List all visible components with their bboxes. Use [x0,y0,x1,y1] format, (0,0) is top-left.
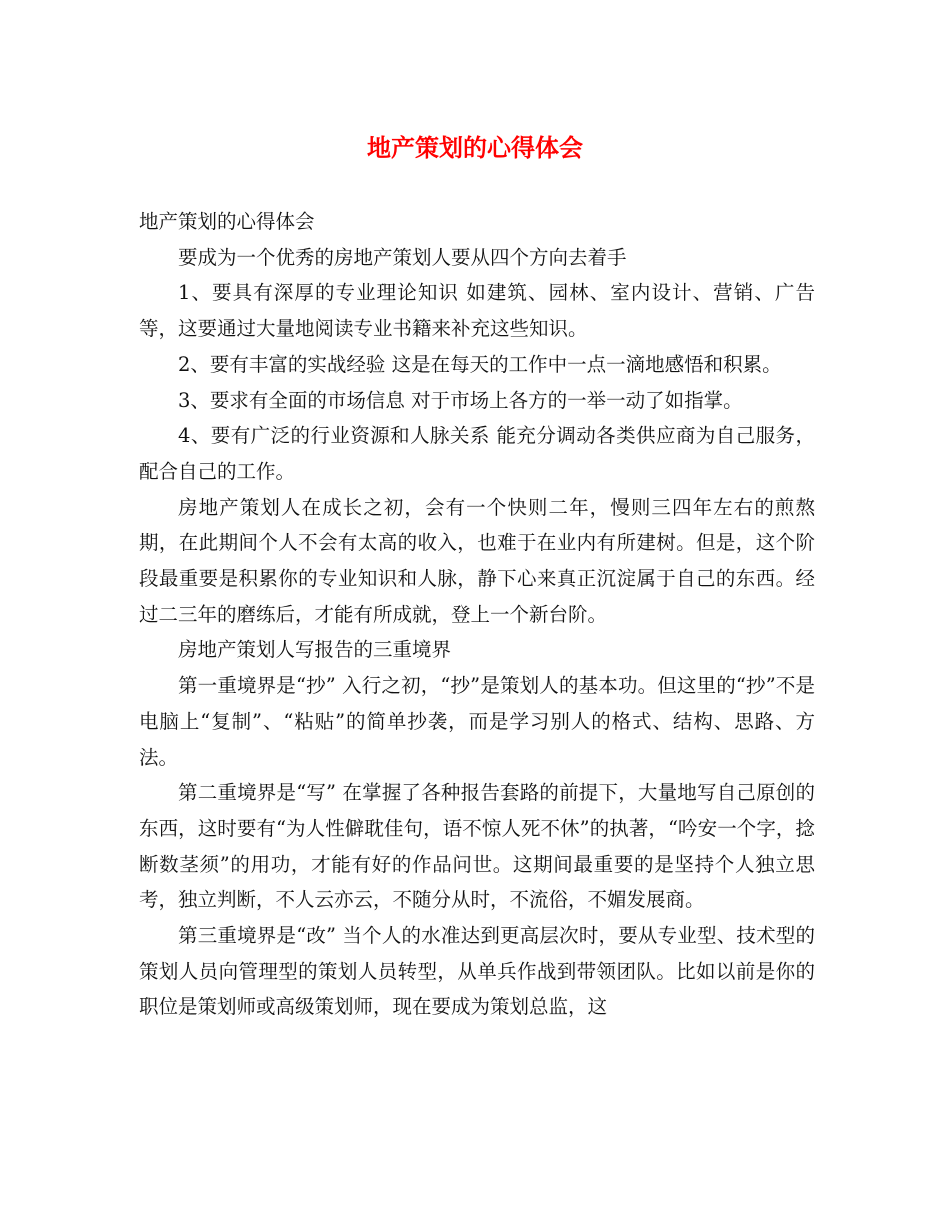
paragraph-point-3: 3、要求有全面的市场信息 对于市场上各方的一举一动了如指掌。 [178,388,743,412]
paragraph-subtitle: 地产策划的心得体会 [139,210,315,233]
paragraph-point-4: 4、要有广泛的行业资源和人脉关系 能充分调动各类供应商为自己服务，配合自己的工作。 [139,424,815,483]
paragraph-intro: 要成为一个优秀的房地产策划人要从四个方向去着手 [178,245,627,269]
paragraph-point-1: 1、要具有深厚的专业理论知识 如建筑、园林、室内设计、营销、广告等，这要通过大量地阅读专业书籍来补充这些知识。 [139,281,815,341]
paragraph-point-2: 2、要有丰富的实战经验 这是在每天的工作中一点一滴地感悟和积累。 [178,352,782,376]
paragraph-realm-2: 第二重境界是“写” 在掌握了各种报告套路的前提下，大量地写自己原创的东西，这时要有“为人性僻耽佳句，语不惊人死不休”的执著，“吟安一个字，捻断数茎须”的用功，才能有好的作品问世。这期间最重要的是坚持个人独立思考，独立判断，不人云亦云，不随分从时，不流俗，不媚发展商。 [139,781,815,912]
paragraph-realm-3: 第三重境界是“改” 当个人的水准达到更高层次时，要从专业型、技术型的策划人员向管理型的策划人员转型，从单兵作战到带领团队。比如以前是你的职位是策划师或高级策划师，现在要成为策划总监，这 [139,924,815,1019]
paragraph-section-heading: 房地产策划人写报告的三重境界 [178,638,452,662]
paragraph-realm-1: 第一重境界是“抄” 入行之初，“抄”是策划人的基本功。但这里的“抄”不是电脑上“复制”、“粘贴”的简单抄袭，而是学习别人的格式、结构、思路、方法。 [139,674,815,769]
paragraph-growth: 房地产策划人在成长之初，会有一个快则二年，慢则三四年左右的煎熬期，在此期间个人不会有太高的收入，也难于在业内有所建树。但是，这个阶段最重要是积累你的专业知识和人脉，静下心来真正沉淀属于自己的东西。经过二三年的磨练后，才能有所成就，登上一个新台阶。 [139,495,815,626]
document-body [139,204,815,1025]
document-title: 地产策划的心得体会 [367,133,583,162]
